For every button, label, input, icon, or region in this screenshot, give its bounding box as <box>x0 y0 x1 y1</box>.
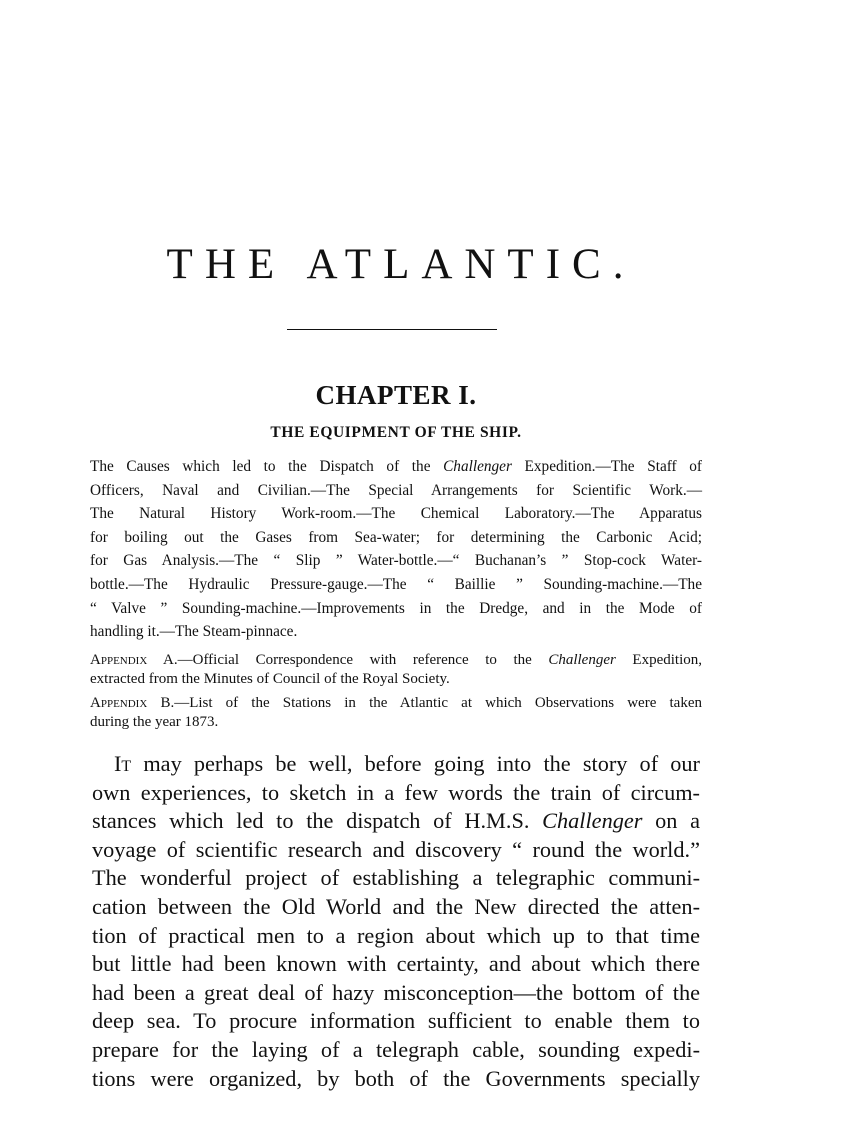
body-paragraph <box>92 750 700 1093</box>
body-line: tions were organized, by both of the Governments specially <box>92 1065 700 1091</box>
summary-line: Officers, Naval and Civilian.—The Special Arrangements for Scientific Work.— <box>90 481 702 499</box>
chapter-summary <box>90 455 702 644</box>
summary-line: handling it.—The Steam-pinnace. <box>90 623 298 641</box>
summary-line: bottle.—The Hydraulic Pressure-gauge.—The “ Baillie ” Sounding-machine.—The <box>90 575 702 593</box>
body-line: tion of practical men to a region about which up to that time <box>92 922 700 948</box>
body-line: The wonderful project of establishing a telegraphic communi- <box>92 865 700 891</box>
body-line: It may perhaps be well, before going into the story of our <box>114 751 700 776</box>
body-line: cation between the Old World and the New directed the atten- <box>92 893 700 919</box>
body-line: had been a great deal of hazy misconception—the bottom of the <box>92 979 700 1005</box>
appendix-b-line: during the year 1873. <box>90 714 219 730</box>
body-line: voyage of scientific research and discovery “ round the world.” <box>92 836 700 862</box>
appendix-a <box>90 651 702 689</box>
chapter-subtitle: THE EQUIPMENT OF THE SHIP. <box>270 424 522 441</box>
title-divider-rule <box>287 329 497 330</box>
book-title: THE ATLANTIC. <box>166 241 636 288</box>
appendix-label: Appendix <box>90 695 148 711</box>
summary-line: for boiling out the Gases from Sea-water; for determining the Carbonic Acid; <box>90 528 702 546</box>
appendix-a-line: Appendix A.—Official Correspondence with reference to the Challenger Expedition, <box>90 652 702 668</box>
appendix-b <box>90 694 702 732</box>
appendix-label: Appendix <box>90 652 148 668</box>
appendix-a-line: extracted from the Minutes of Council of the Royal Society. <box>90 671 450 687</box>
body-line: deep sea. To procure information sufficient to enable them to <box>92 1008 700 1034</box>
summary-line: for Gas Analysis.—The “ Slip ” Water-bottle.—“ Buchanan’s ” Stop-cock Water- <box>90 552 702 570</box>
summary-line: The Causes which led to the Dispatch of the Challenger Expedition.—The Staff of <box>90 458 703 475</box>
body-line: own experiences, to sketch in a few words the train of circum- <box>92 779 700 805</box>
body-line: but little had been known with certainty, and about which there <box>92 951 700 977</box>
body-line: prepare for the laying of a telegraph cable, sounding expedi- <box>92 1036 700 1062</box>
summary-line: The Natural History Work-room.—The Chemical Laboratory.—The Apparatus <box>90 505 702 523</box>
appendix-b-line: Appendix B.—List of the Stations in the Atlantic at which Observations were taken <box>90 695 702 711</box>
chapter-number: CHAPTER I. <box>315 380 477 410</box>
summary-line: “ Valve ” Sounding-machine.—Improvements in the Dredge, and in the Mode of <box>90 599 702 617</box>
body-line: stances which led to the dispatch of H.M.S. Challenger on a <box>92 808 700 834</box>
opening-word: It <box>114 751 132 776</box>
